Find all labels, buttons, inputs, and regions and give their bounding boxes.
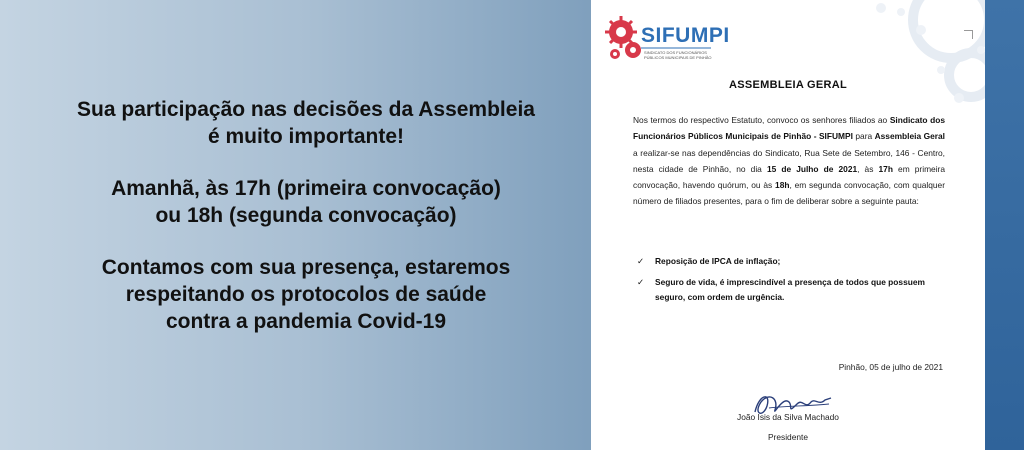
message-paragraph-1: Sua participação nas decisões da Assembleia é muito importante!	[77, 98, 535, 148]
agenda-list	[637, 254, 947, 311]
corner-mark	[964, 30, 973, 39]
decorative-gear-watermark	[821, 0, 985, 110]
logo-text: SIFUMPI	[641, 24, 730, 47]
signer-name: João Isis da Silva Machado	[737, 412, 839, 422]
right-edge-band	[985, 0, 1024, 450]
sifumpi-logo	[603, 10, 730, 66]
agenda-item: ✓ Reposição de IPCA de inflação;	[637, 254, 947, 269]
announcement-message	[20, 96, 592, 360]
convocation-document	[591, 0, 985, 450]
logo-subtitle: SINDICATO DOS FUNCIONÁRIOS PÚBLICOS MUNICIPAIS DE PINHÃO	[644, 50, 712, 60]
place-date: Pinhão, 05 de julho de 2021	[838, 362, 943, 372]
signer-role: Presidente	[767, 432, 809, 442]
check-icon: ✓	[637, 277, 645, 287]
agenda-item: ✓ Seguro de vida, é imprescindível a presença de todos que possuem seguro, com ordem de urgência.	[637, 277, 925, 302]
document-body: Nos termos do respectivo Estatuto, convoco os senhores filiados ao Sindicato dos Funcionários Públicos Municipais de Pinhão - SIFUMPI para Assembleia Geral a realizar-se nas dependências do Sindicato, Rua Sete de Setembro, 146 - Centro, nesta cidade de Pinhão, no dia 15 de Julho de 2021, às 17h em primeira convocação, havendo quórum, ou às 18h, em segunda convocação, com qualquer número de filiados presentes, para o fim de deliberar sobre a seguinte pauta:	[633, 115, 946, 207]
message-paragraph-3: Contamos com sua presença, estaremos respeitando os protocolos de saúde contra a pandemia Covid-19	[101, 256, 511, 333]
document-title: ASSEMBLEIA GERAL	[728, 79, 848, 91]
message-paragraph-2: Amanhã, às 17h (primeira convocação) ou 18h (segunda convocação)	[111, 177, 501, 227]
check-icon: ✓	[637, 256, 645, 266]
